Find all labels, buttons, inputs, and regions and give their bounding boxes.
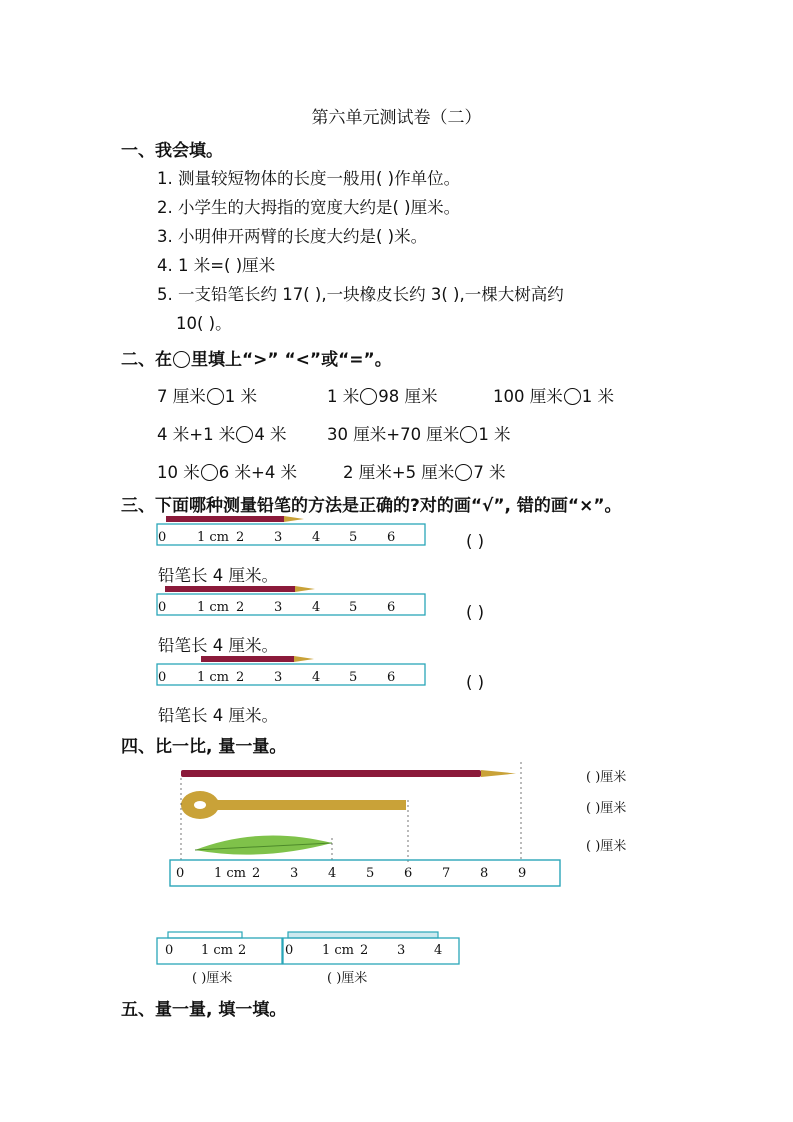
ruler-label: 6 bbox=[387, 670, 396, 685]
long-pencil-body bbox=[181, 770, 481, 777]
question-1-2: 2. 小学生的大拇指的宽度大约是( )厘米。 bbox=[157, 198, 461, 217]
pencil-caption: 铅笔长 4 厘米。 bbox=[158, 706, 278, 725]
small-bar-b bbox=[288, 932, 438, 938]
ruler-label: 2 bbox=[236, 670, 245, 685]
pencil-body bbox=[166, 516, 284, 522]
compare-right: 4 米 bbox=[254, 425, 287, 444]
compare-right: 7 米 bbox=[473, 463, 506, 482]
ruler-label: 6 bbox=[387, 600, 396, 615]
answer-pencil-length[interactable]: ( )厘米 bbox=[586, 770, 627, 785]
section-3-heading: 三、下面哪种测量铅笔的方法是正确的?对的画“√”, 错的画“×”。 bbox=[121, 496, 622, 516]
ruler-label: 4 bbox=[328, 866, 337, 881]
ruler-label: 3 bbox=[290, 866, 299, 881]
ruler-label: 0 bbox=[285, 943, 294, 958]
ruler-label: 0 bbox=[176, 866, 185, 881]
pencil-caption: 铅笔长 4 厘米。 bbox=[158, 636, 278, 655]
pencil-tip bbox=[294, 656, 314, 662]
compare-right: 1 米 bbox=[224, 387, 257, 406]
pencil-tip bbox=[284, 516, 304, 522]
long-pencil-tip bbox=[481, 770, 516, 777]
ruler-label: 3 bbox=[397, 943, 406, 958]
pencil-body bbox=[201, 656, 294, 662]
question-1-4: 4. 1 米=( )厘米 bbox=[157, 256, 276, 275]
ruler-label: 1 cm bbox=[201, 943, 234, 958]
ruler-label: 2 bbox=[238, 943, 247, 958]
ruler-label: 4 bbox=[312, 600, 321, 615]
ruler-label: 0 bbox=[158, 530, 167, 545]
compare-left: 7 厘米 bbox=[157, 387, 206, 406]
answer-blank[interactable]: ( ) bbox=[466, 532, 485, 551]
ruler-label: 1 cm bbox=[197, 670, 230, 685]
ruler-label: 9 bbox=[518, 866, 527, 881]
compare-left: 2 厘米+5 厘米 bbox=[343, 463, 455, 482]
ruler-label: 3 bbox=[274, 600, 283, 615]
ruler-label: 1 cm bbox=[197, 530, 230, 545]
ruler-label: 0 bbox=[165, 943, 174, 958]
ruler-label: 2 bbox=[360, 943, 369, 958]
answer-key-length[interactable]: ( )厘米 bbox=[586, 801, 627, 816]
ruler-label: 1 cm bbox=[197, 600, 230, 615]
key-hole bbox=[194, 801, 206, 809]
page-title: 第六单元测试卷（二） bbox=[311, 108, 482, 128]
ruler-label: 4 bbox=[434, 943, 443, 958]
ruler-label: 2 bbox=[236, 600, 245, 615]
compare-left: 100 厘米 bbox=[493, 387, 563, 406]
ruler-label: 0 bbox=[158, 670, 167, 685]
ruler-label: 5 bbox=[349, 600, 358, 615]
ruler-label: 5 bbox=[349, 670, 358, 685]
compare-right: 6 米+4 米 bbox=[218, 463, 298, 482]
ruler-label: 2 bbox=[236, 530, 245, 545]
question-1-5: 5. 一支铅笔长约 17( ),一块橡皮长约 3( ),一棵大树高约 bbox=[157, 285, 564, 304]
question-1-3: 3. 小明伸开两臂的长度大约是( )米。 bbox=[157, 227, 428, 246]
ruler-label: 1 cm bbox=[214, 866, 247, 881]
section-2-heading-a: 二、在 bbox=[121, 350, 172, 370]
ruler-label: 3 bbox=[274, 530, 283, 545]
pencil-caption: 铅笔长 4 厘米。 bbox=[158, 566, 278, 585]
ruler-label: 4 bbox=[312, 530, 321, 545]
section-5-heading: 五、量一量, 填一填。 bbox=[121, 1000, 287, 1020]
ruler-label: 0 bbox=[158, 600, 167, 615]
pencil-tip bbox=[295, 586, 315, 592]
compare-left: 4 米+1 米 bbox=[157, 425, 236, 444]
answer-leaf-length[interactable]: ( )厘米 bbox=[586, 839, 627, 854]
question-1-1: 1. 测量较短物体的长度一般用( )作单位。 bbox=[157, 169, 461, 188]
ruler-label: 6 bbox=[387, 530, 396, 545]
ruler-label: 3 bbox=[274, 670, 283, 685]
small-ruler-b-outline bbox=[283, 938, 459, 964]
key-shaft bbox=[216, 800, 406, 810]
compare-left: 30 厘米+70 厘米 bbox=[327, 425, 460, 444]
ruler-label: 7 bbox=[442, 866, 451, 881]
ruler-label: 6 bbox=[404, 866, 413, 881]
ruler-label: 4 bbox=[312, 670, 321, 685]
answer-small-bar-a[interactable]: ( )厘米 bbox=[192, 971, 233, 986]
answer-blank[interactable]: ( ) bbox=[466, 673, 485, 692]
ruler-label: 2 bbox=[252, 866, 261, 881]
leaf-shape bbox=[195, 835, 332, 854]
ruler-label: 5 bbox=[349, 530, 358, 545]
ruler-label: 8 bbox=[480, 866, 489, 881]
ruler-label: 5 bbox=[366, 866, 375, 881]
compare-right: 1 米 bbox=[581, 387, 614, 406]
compare-right: 98 厘米 bbox=[378, 387, 438, 406]
section-1-heading: 一、我会填。 bbox=[121, 141, 223, 161]
ruler-label: 1 cm bbox=[322, 943, 355, 958]
section-4-heading: 四、比一比, 量一量。 bbox=[121, 737, 287, 757]
small-bar-a bbox=[168, 932, 242, 938]
answer-small-bar-b[interactable]: ( )厘米 bbox=[327, 971, 368, 986]
section-2-heading-b: 里填上“>” “<”或“=”。 bbox=[191, 350, 392, 370]
compare-right: 1 米 bbox=[478, 425, 511, 444]
question-1-5-cont: 10( )。 bbox=[176, 314, 232, 333]
compare-left: 1 米 bbox=[327, 387, 360, 406]
answer-blank[interactable]: ( ) bbox=[466, 603, 485, 622]
pencil-body bbox=[165, 586, 295, 592]
compare-left: 10 米 bbox=[157, 463, 200, 482]
